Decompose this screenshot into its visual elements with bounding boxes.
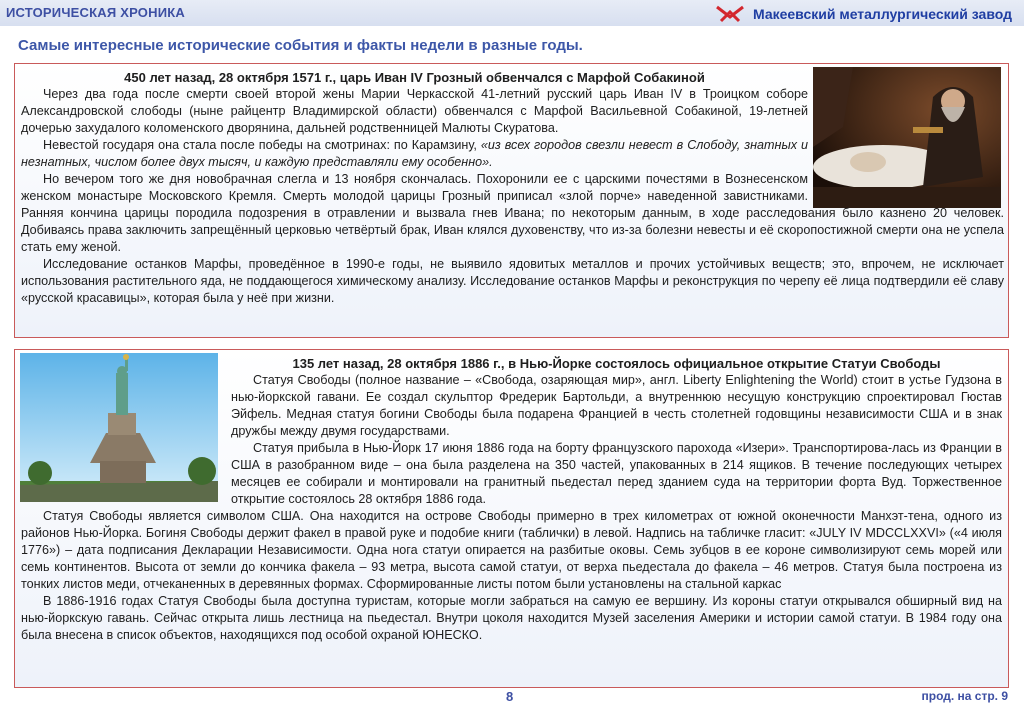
- article-liberty-body: [21, 355, 1002, 644]
- article-liberty-headline: 135 лет назад, 28 октября 1886 г., в Нью-Йорке состоялось официальное открытие Статуи Свободы: [292, 356, 941, 371]
- karamzin-quote: «из всех городов свезли невест в Слободу, знатных и незнатных, числом более двух тысяч, и каждую представляли ему особенно».: [21, 138, 808, 169]
- image-spacer: [21, 355, 231, 505]
- article-ivan: [14, 63, 1009, 338]
- article-liberty: [14, 349, 1009, 688]
- paragraph: В 1886-1916 годах Статуя Свободы была доступна туристам, которые могли забраться на самую ее вершину. Из короны статуи открывался обширный вид на нью-йоркскую гавань. Сейчас открыта лишь лестница на пьедестал. Внутри цоколя находится Музей заселения Америки и истории самой статуи. В 1984 году она была внесена в список объектов, находящихся под особой охраной ЮНЕСКО.: [21, 594, 1002, 642]
- page-subtitle: Самые интересные исторические события и факты недели в разные годы.: [18, 37, 583, 54]
- section-label: ИСТОРИЧЕСКАЯ ХРОНИКА: [6, 5, 185, 20]
- brand-name: Макеевский металлургический завод: [752, 6, 1012, 22]
- image-spacer: [808, 69, 1004, 204]
- paragraph: Через два года после смерти своей второй жены Марии Черкасской 41-летний русский царь Иван IV в Троицком соборе Александровской слободы (ныне райцентр Владимирской области) обвенчался с Марфой Васильевной Собакиной, 19-летней дочерью захудалого коломенского дворянина, дальней родственницей Малюты Скуратова.: [21, 87, 808, 135]
- paragraph-text: Невестой государя она стала после победы на смотринах: по Карамзину,: [43, 138, 477, 152]
- article-ivan-headline: 450 лет назад, 28 октября 1571 г., царь Иван IV Грозный обвенчался с Марфой Собакиной: [124, 70, 705, 85]
- paragraph: Исследование останков Марфы, проведённое в 1990-е годы, не выявило ядовитых металлов и прочих устойчивых веществ; это, впрочем, не исключает использования растительного яда, не поддающегося химическому анализу. Исследование останков Марфы и реконструкция по черепу её лица подтвердили её славу «русской красавицы», которая была у неё при жизни.: [21, 257, 1004, 305]
- brand: [715, 3, 1012, 25]
- page-number: 8: [506, 689, 514, 704]
- paragraph: Статуя прибыла в Нью-Йорк 17 июня 1886 года на борту французского парохода «Изери». Транспортирова-лась из Франции в США в разобранном виде – она была разделена на 350 частей, упакованных в 214 ящиков. В течение последующих четырех месяцев ее собирали и монтировали на гранитный пьедестал перед зданием суда на территории форта Вуд. Торжественное открытие состоялось 28 октября 1886 года.: [231, 441, 1002, 506]
- continued-link[interactable]: прод. на стр. 9: [921, 689, 1008, 703]
- header-bar: [0, 0, 1024, 26]
- paragraph: Статуя Свободы является символом США. Она находится на острове Свободы примерно в трех километрах от южной оконечности Манхэт-тена, одного из районов Нью-Йорка. Богиня Свободы держит факел в правой руке и подобие книги (таблички) в левой. Надпись на табличке гласит: «JULY IV MDCCLXXVI» («4 июля 1776») – дата подписания Декларации Независимости. Одна нога статуи опирается на разбитые оковы. Семь зубцов в ее короне символизируют семь морей или семь континентов. Высота от земли до кончика факела – 93 метра, высота самой статуи, от верха пьедестала до факела – 46 метров. Статуя была построена из тонких листов меди, отчеканенных в деревянных формах. Сформированные листы потом были установлены на стальной каркас: [21, 509, 1002, 591]
- paragraph: Но вечером того же дня новобрачная слегла и 13 ноября скончалась. Похоронили ее с царскими почестями в Вознесенском женском монастыре Московского Кремля. Смерть молодой царицы Грозный приписал «злой порче» наведенной завистниками. Ранняя кончина царицы породила подозрения в отравлении и вызвала гнев Ивана; по некоторым данным, в ходе расследования было казнено 20 человек. Добиваясь права заключить запрещённый церковью четвёртый брак, Иван клялся духовенству, что из-за болезни невесты и её скоропостижной смерти она не успела стать ему женой.: [21, 172, 1004, 254]
- company-logo-icon: [715, 3, 745, 25]
- article-ivan-body: [21, 69, 1004, 307]
- paragraph: Статуя Свободы (полное название – «Свобода, озаряющая мир», англ. Liberty Enlightening the World) стоит в устье Гудзона в нью-йоркской гавани. Ее создал скульптор Фредерик Бартольди, а внутреннюю несущую конструкцию спроектировал Гюстав Эйфель. Медная статуя богини Свободы была подарена Францией в честь столетней годовщины независимости США и в знак дружбы между двумя государствами.: [231, 373, 1002, 438]
